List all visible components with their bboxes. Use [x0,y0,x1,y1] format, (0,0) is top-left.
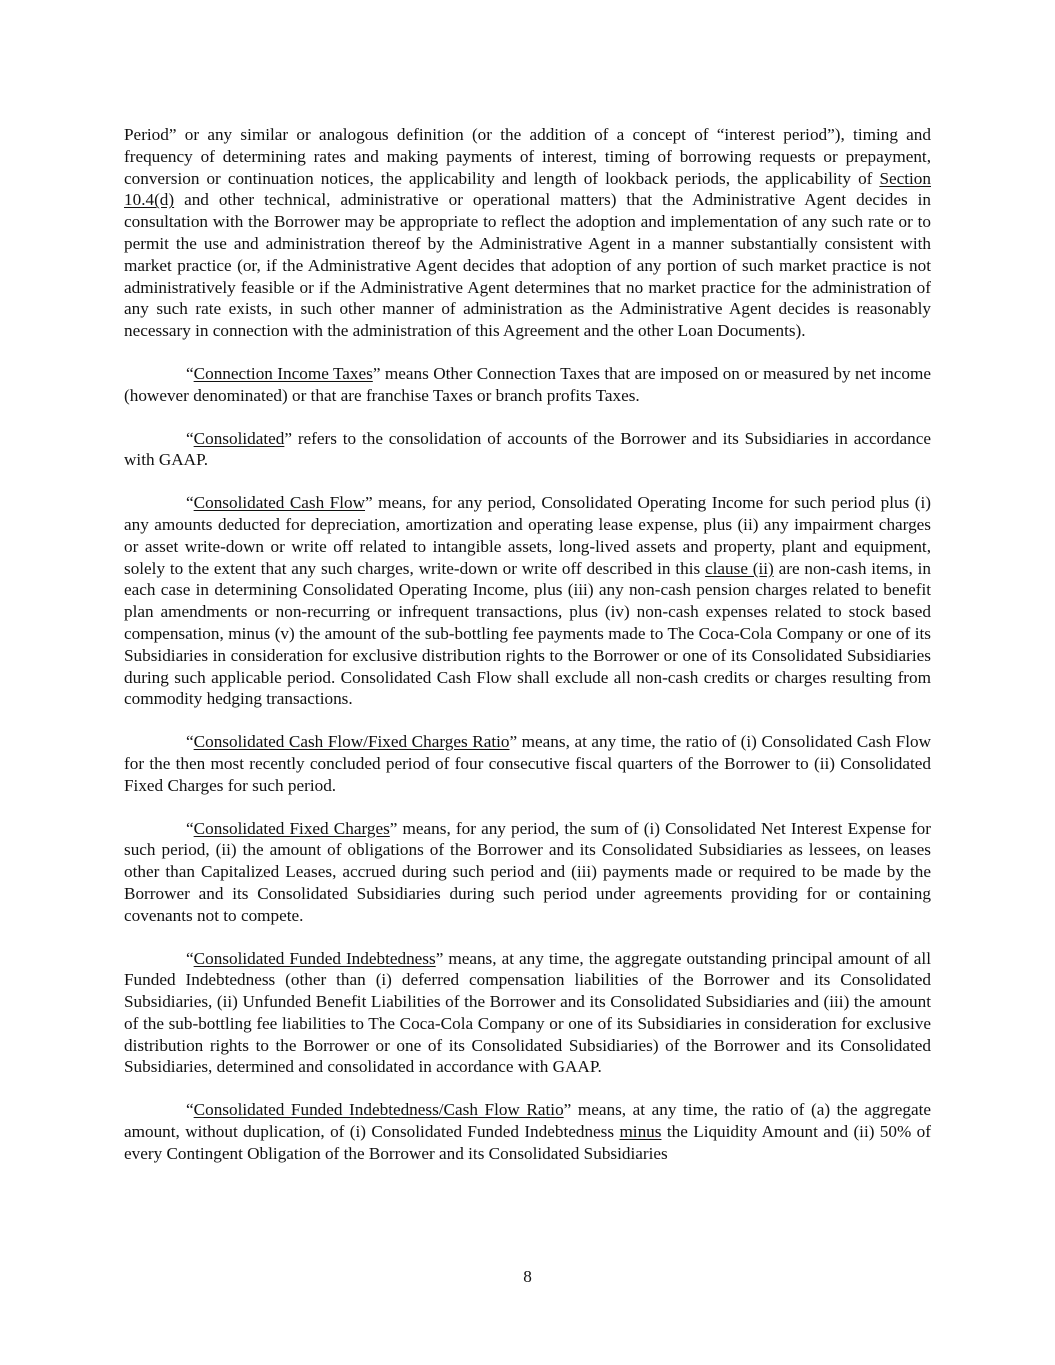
paragraph-connection-income-taxes [124,363,931,407]
document-page [124,124,931,1186]
open-quote: “ [186,1100,194,1120]
open-quote: “ [186,428,194,448]
definition-text: ” means, at any time, the ratio of (i) Consolidated Cash Flow for the then most recently concluded period of four consecutive fiscal quarters of the Borrower to (ii) Consolidated Fixed Charges for such period. [124,732,932,795]
defined-term: Consolidated Cash Flow [193,493,366,513]
paragraph-text: Period” or any similar or analogous definition (or the addition of a concept of “interest period”), timing and frequency of determining rates and making payments of interest, timing of borrowing requests or prepayment, conversion or continuation notices, the applicability and length of lookback periods, the applicability of [124,125,931,188]
paragraph-definition-continuation [124,124,931,342]
clause-reference: clause (ii) [705,558,774,578]
defined-term: Consolidated Funded Indebtedness/Cash Flow Ratio [193,1100,564,1120]
definition-text: ” refers to the consolidation of accounts of the Borrower and its Subsidiaries in accordance with GAAP. [124,428,931,470]
section-reference: Section 10.4(d) [124,168,931,210]
paragraph-consolidated [124,428,931,472]
definition-text: are non-cash items, in each case in determining Consolidated Operating Income, plus (iii) any non-cash pension charges related to benefit plan amendments or non-recurring or infrequent transactions, plus (iv) non-cash expenses related to stock based compensation, minus (v) the amount of the sub-bottling fee payments made to The Coca-Cola Company or one of its Subsidiaries in consideration for exclusive distribution rights to the Borrower or one of its Consolidated Subsidiaries during such applicable period. Consolidated Cash Flow shall exclude all non-cash credits or charges resulting from commodity hedging transactions. [124,558,931,709]
definition-text: ” means, for any period, Consolidated Operating Income for such period plus (i) any amounts deducted for depreciation, amortization and operating lease expense, plus (ii) any impairment charges or asset write-down or write off related to intangible assets, long-lived assets and property, plant and equipment, solely to the extent that any such charges, write-down or write off described in this [124,493,931,578]
defined-term: Consolidated Fixed Charges [193,818,390,838]
open-quote: “ [186,818,194,838]
definition-text: the Liquidity Amount and (ii) 50% of every Contingent Obligation of the Borrower and its Consolidated Subsidiaries [124,1122,931,1163]
underlined-word-minus: minus [619,1122,662,1142]
definition-text: ” means Other Connection Taxes that are imposed on or measured by net income (however denominated) or that are franchise Taxes or branch profits Taxes. [124,363,931,405]
open-quote: “ [186,493,194,513]
paragraph-consolidated-cash-flow [124,492,931,710]
open-quote: “ [186,732,194,752]
defined-term: Consolidated [193,428,285,448]
paragraph-consolidated-funded-indebtedness [124,948,931,1079]
paragraph-consolidated-fixed-charges [124,818,931,927]
open-quote: “ [186,363,194,383]
paragraph-text: and other technical, administrative or operational matters) that the Administrative Agent decides in consultation with the Borrower may be appropriate to reflect the adoption and implementation of any such rate or to permit the use and administration thereof by the Administrative Agent in a manner substantially consistent with market practice (or, if the Administrative Agent decides that adoption of any portion of such market practice is not administratively feasible or if the Administrative Agent determines that no market practice for the administration of any such rate exists, in such other manner of administration as the Administrative Agent decides is reasonably necessary in connection with the administration of this Agreement and the other Loan Documents). [124,190,931,341]
definition-text: ” means, for any period, the sum of (i) Consolidated Net Interest Expense for such period, (ii) the amount of obligations of the Borrower and its Consolidated Subsidiaries as lessees, on leases other than Capitalized Leases, accrued during such period and (iii) payments made or required to be made by the Borrower and its Consolidated Subsidiaries during such period under agreements providing for or containing covenants not to compete. [124,818,931,925]
paragraph-cash-flow-fixed-charges-ratio [124,731,931,796]
paragraph-funded-indebtedness-cash-flow-ratio [124,1099,931,1164]
defined-term: Consolidated Funded Indebtedness [193,948,436,968]
page-number: 8 [523,1267,532,1286]
definition-text: ” means, at any time, the aggregate outstanding principal amount of all Funded Indebtedness (other than (i) deferred compensation liabilities of the Borrower and its Consolidated Subsidiaries, (ii) Unfunded Benefit Liabilities of the Borrower and its Consolidated Subsidiaries and (iii) the amount of the sub-bottling fee liabilities to The Coca-Cola Company or one of its Subsidiaries in consideration for exclusive distribution rights to the Borrower or one of its Consolidated Subsidiaries) of the Borrower and its Consolidated Subsidiaries, determined and consolidated in accordance with GAAP. [124,948,931,1077]
open-quote: “ [186,948,194,968]
defined-term: Connection Income Taxes [193,363,373,383]
definition-text: ” means, at any time, the ratio of (a) the aggregate amount, without duplication, of (i) Consolidated Funded Indebtedness [124,1100,931,1142]
defined-term: Consolidated Cash Flow/Fixed Charges Ratio [193,732,510,752]
